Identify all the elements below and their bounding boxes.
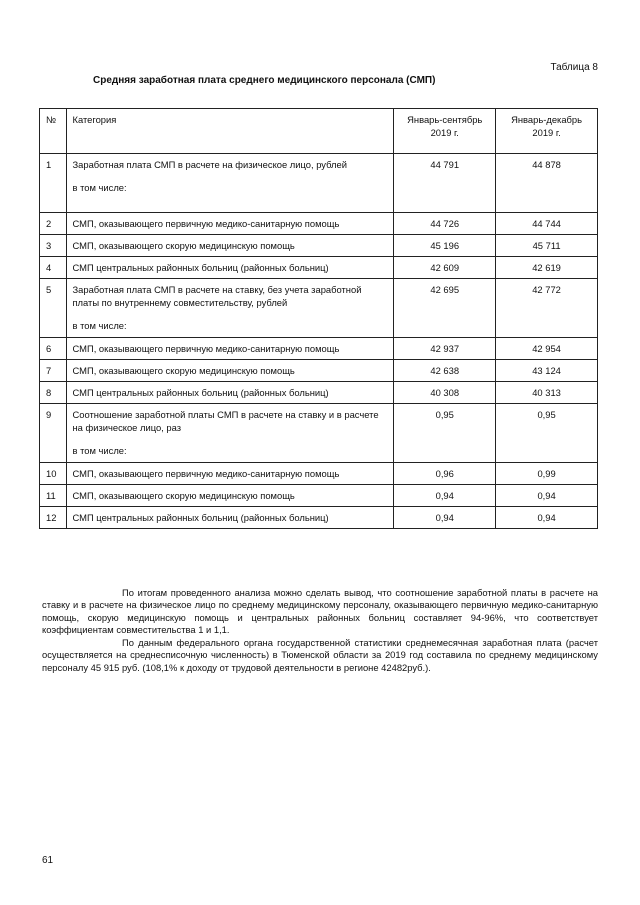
row-value-jan-dec: 43 124	[496, 360, 598, 382]
table-row	[40, 507, 598, 529]
table-row	[40, 382, 598, 404]
document-title: Средняя заработная плата среднего медицинского персонала (СМП)	[93, 75, 436, 86]
table-row	[40, 404, 598, 463]
row-subtitle: в том числе:	[72, 445, 127, 456]
row-category: СМП, оказывающего первичную медико-санитарную помощь	[67, 338, 394, 360]
row-value-jan-sep: 0,96	[394, 463, 496, 485]
row-value-jan-dec: 40 313	[496, 382, 598, 404]
row-category	[67, 154, 394, 213]
row-value-jan-dec: 0,94	[496, 507, 598, 529]
table-header-row	[40, 109, 598, 154]
table-row	[40, 213, 598, 235]
row-value-jan-dec: 44 744	[496, 213, 598, 235]
header-jan-dec: Январь-декабрь 2019 г.	[496, 109, 598, 154]
row-num: 12	[40, 507, 67, 529]
statistics-paragraph: По данным федерального органа государственной статистики среднемесячная заработная плата (расчет осуществляется на среднесписочную численность) в Тюменской области за 2019 год составила по среднему медицинскому персоналу 45 915 руб. (108,1% к доходу от трудовой деятельности в регионе 42482руб.).	[42, 637, 598, 673]
table-label: Таблица 8	[550, 62, 598, 73]
row-category: СМП, оказывающего первичную медико-санитарную помощь	[67, 213, 394, 235]
row-value-jan-sep: 0,94	[394, 485, 496, 507]
conclusion-paragraph: По итогам проведенного анализа можно сделать вывод, что соотношение заработной платы в расчете на ставку и в расчете на физическое лицо по среднему медицинскому персоналу, оказывающего первичную медико-санитарную помощь, скорую медицинскую помощь и центральных районных больниц составляет 94-96%, что соответствует коэффициентам совместительства 1 и 1,1.	[42, 587, 598, 636]
row-value-jan-dec: 0,94	[496, 485, 598, 507]
row-category: СМП, оказывающего скорую медицинскую помощь	[67, 360, 394, 382]
row-num: 8	[40, 382, 67, 404]
header-jan-sep: Январь-сентябрь 2019 г.	[394, 109, 496, 154]
row-value-jan-sep: 0,94	[394, 507, 496, 529]
row-category	[67, 279, 394, 338]
row-value-jan-sep: 0,95	[394, 404, 496, 463]
row-value-jan-dec: 0,95	[496, 404, 598, 463]
row-value-jan-sep: 44 791	[394, 154, 496, 213]
row-subtitle: в том числе:	[72, 320, 127, 331]
row-category: СМП центральных районных больниц (районных больниц)	[67, 257, 394, 279]
table-row	[40, 360, 598, 382]
table-row	[40, 257, 598, 279]
row-value-jan-sep: 40 308	[394, 382, 496, 404]
table-row	[40, 235, 598, 257]
table-row	[40, 485, 598, 507]
page-number: 61	[42, 855, 54, 866]
row-value-jan-sep: 42 638	[394, 360, 496, 382]
header-num: №	[40, 109, 67, 154]
row-category-text: Соотношение заработной платы СМП в расчете на ставку и в расчете на физическое лицо, раз	[72, 409, 379, 433]
row-value-jan-sep: 44 726	[394, 213, 496, 235]
row-subtitle: в том числе:	[72, 182, 127, 193]
row-value-jan-sep: 45 196	[394, 235, 496, 257]
row-num: 2	[40, 213, 67, 235]
row-category	[67, 404, 394, 463]
row-category: СМП, оказывающего скорую медицинскую помощь	[67, 235, 394, 257]
row-num: 1	[40, 154, 67, 213]
table-row	[40, 279, 598, 338]
row-num: 4	[40, 257, 67, 279]
row-num: 5	[40, 279, 67, 338]
header-category: Категория	[67, 109, 394, 154]
row-value-jan-dec: 42 772	[496, 279, 598, 338]
row-category: СМП, оказывающего первичную медико-санитарную помощь	[67, 463, 394, 485]
row-num: 10	[40, 463, 67, 485]
row-value-jan-sep: 42 937	[394, 338, 496, 360]
table-row	[40, 463, 598, 485]
row-category: СМП центральных районных больниц (районных больниц)	[67, 507, 394, 529]
row-value-jan-dec: 0,99	[496, 463, 598, 485]
salary-table	[39, 108, 598, 529]
row-category-text: Заработная плата СМП в расчете на ставку, без учета заработной платы по внутреннему совместительству, рублей	[72, 284, 362, 308]
row-category: СМП центральных районных больниц (районных больниц)	[67, 382, 394, 404]
row-value-jan-dec: 44 878	[496, 154, 598, 213]
row-value-jan-sep: 42 695	[394, 279, 496, 338]
table-row	[40, 154, 598, 213]
row-num: 6	[40, 338, 67, 360]
row-num: 9	[40, 404, 67, 463]
row-category: СМП, оказывающего скорую медицинскую помощь	[67, 485, 394, 507]
row-num: 7	[40, 360, 67, 382]
row-value-jan-dec: 42 619	[496, 257, 598, 279]
row-num: 3	[40, 235, 67, 257]
row-value-jan-sep: 42 609	[394, 257, 496, 279]
row-category-text: Заработная плата СМП в расчете на физическое лицо, рублей	[72, 159, 347, 170]
row-value-jan-dec: 45 711	[496, 235, 598, 257]
row-value-jan-dec: 42 954	[496, 338, 598, 360]
row-num: 11	[40, 485, 67, 507]
table-row	[40, 338, 598, 360]
